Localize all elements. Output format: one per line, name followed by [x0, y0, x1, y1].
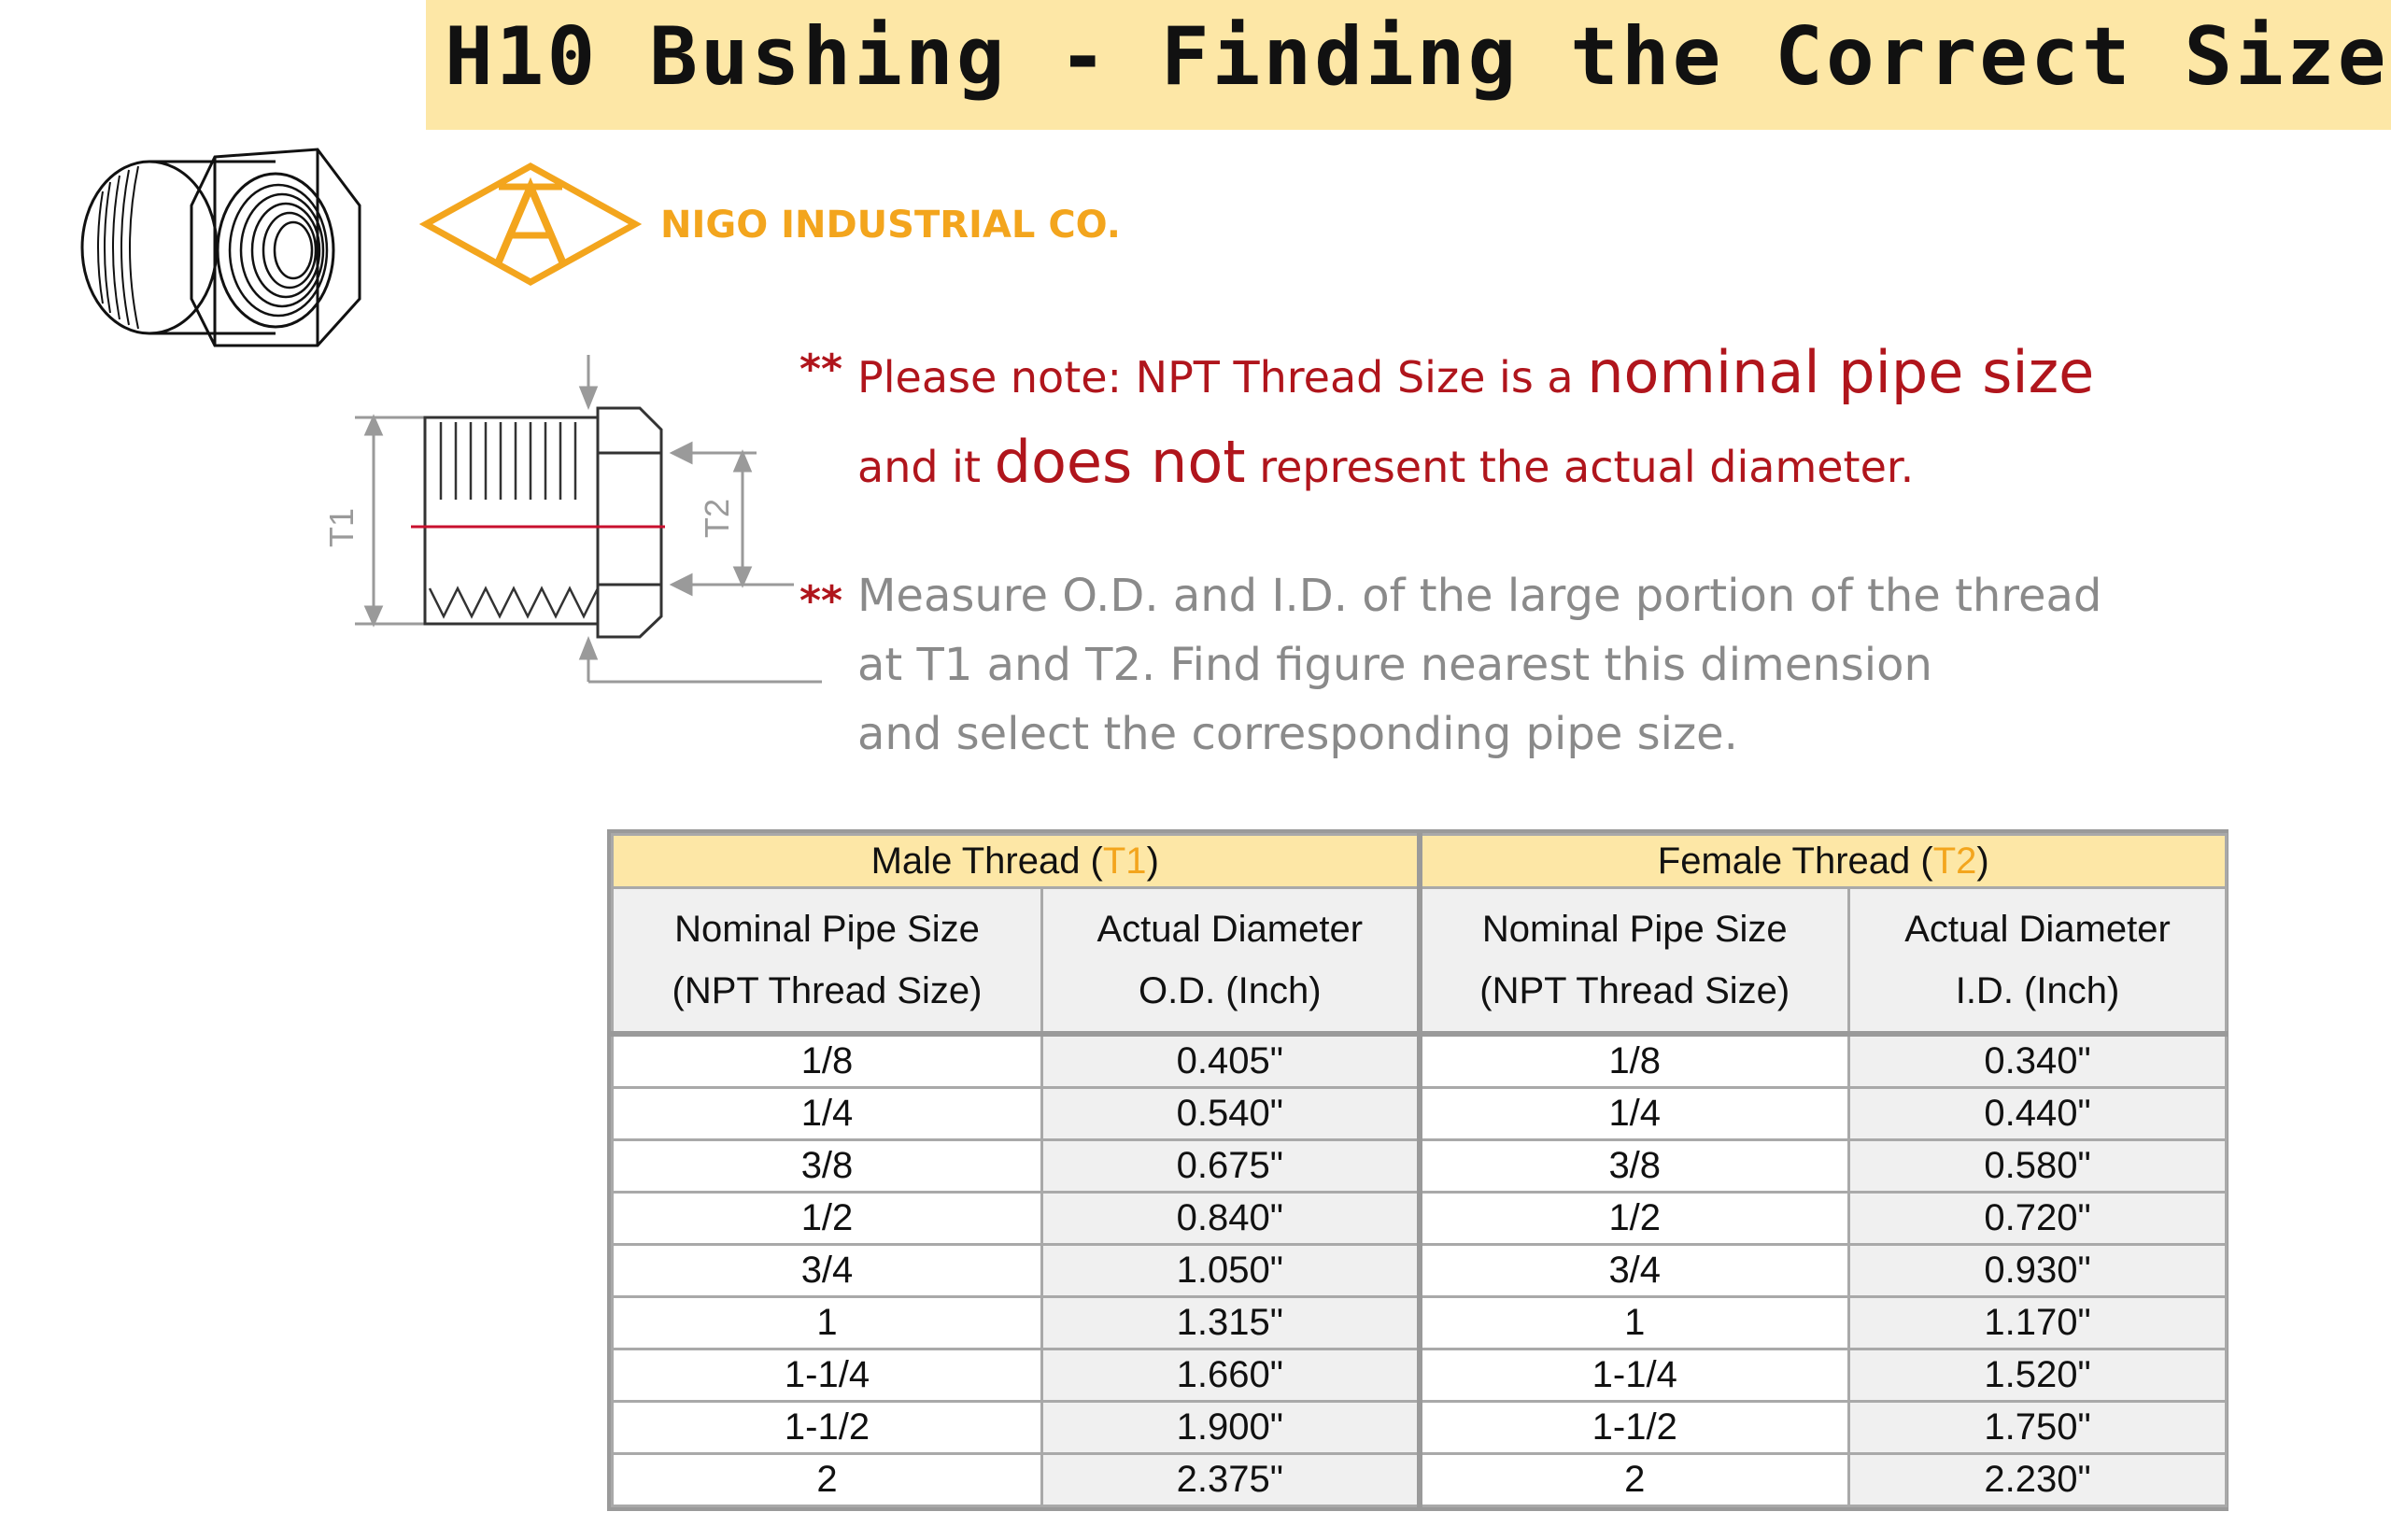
od-cell: 1.315" — [1042, 1297, 1420, 1349]
note1-text: and it — [857, 442, 995, 492]
male-thread-header: Male Thread (T1) — [613, 835, 1420, 888]
male-size-cell: 1/4 — [613, 1088, 1042, 1140]
dimension-diagram — [318, 346, 841, 700]
male-size-cell: 1-1/4 — [613, 1349, 1042, 1402]
page-title: H10 Bushing - Finding the Correct Size — [445, 10, 2389, 104]
company-logo — [418, 159, 643, 290]
id-cell: 1.170" — [1849, 1297, 2227, 1349]
female-size-cell: 1-1/4 — [1420, 1349, 1849, 1402]
size-table — [607, 829, 2228, 1511]
note1-line1 — [857, 338, 2094, 406]
female-size-cell: 1/4 — [1420, 1088, 1849, 1140]
female-size-cell: 1-1/2 — [1420, 1402, 1849, 1454]
od-cell: 2.375" — [1042, 1454, 1420, 1506]
note2-line3: and select the corresponding pipe size. — [857, 708, 1738, 760]
id-cell: 1.750" — [1849, 1402, 2227, 1454]
female-size-cell: 2 — [1420, 1454, 1849, 1506]
table-row — [613, 1245, 2227, 1297]
note1-emphasis: nominal pipe size — [1587, 338, 2095, 406]
female-nominal-header: Nominal Pipe Size (NPT Thread Size) — [1420, 888, 1849, 1035]
id-cell: 0.340" — [1849, 1034, 2227, 1088]
female-thread-header: Female Thread (T2) — [1420, 835, 2227, 888]
t2-label: T2 — [698, 498, 736, 539]
id-cell: 1.520" — [1849, 1349, 2227, 1402]
table-row — [613, 1297, 2227, 1349]
note1-text: Please note: NPT Thread Size is a — [857, 352, 1588, 403]
note2-line1: Measure O.D. and I.D. of the large portion of the thread — [857, 570, 2102, 622]
note2-line2: at T1 and T2. Find figure nearest this dimension — [857, 639, 1932, 691]
male-size-cell: 2 — [613, 1454, 1042, 1506]
id-cell: 0.580" — [1849, 1140, 2227, 1193]
t1-label: T1 — [322, 507, 361, 548]
company-name: NIGO INDUSTRIAL CO. — [660, 204, 1121, 247]
od-cell: 1.050" — [1042, 1245, 1420, 1297]
female-size-cell: 1 — [1420, 1297, 1849, 1349]
table-row — [613, 1193, 2227, 1245]
male-size-cell: 1/2 — [613, 1193, 1042, 1245]
id-cell: 0.930" — [1849, 1245, 2227, 1297]
table-row — [613, 1349, 2227, 1402]
od-cell: 0.675" — [1042, 1140, 1420, 1193]
od-cell: 1.900" — [1042, 1402, 1420, 1454]
female-size-cell: 3/4 — [1420, 1245, 1849, 1297]
female-size-cell: 1/2 — [1420, 1193, 1849, 1245]
title-banner — [426, 0, 2391, 130]
note-asterisks: ** — [799, 577, 843, 625]
od-cell: 0.405" — [1042, 1034, 1420, 1088]
note-asterisks: ** — [799, 346, 843, 393]
id-cell: 0.720" — [1849, 1193, 2227, 1245]
table-row — [613, 1088, 2227, 1140]
female-size-cell: 3/8 — [1420, 1140, 1849, 1193]
male-size-cell: 3/8 — [613, 1140, 1042, 1193]
note1-line2 — [857, 428, 1914, 496]
table-row — [613, 1454, 2227, 1506]
id-cell: 2.230" — [1849, 1454, 2227, 1506]
male-nominal-header: Nominal Pipe Size (NPT Thread Size) — [613, 888, 1042, 1035]
male-size-cell: 1/8 — [613, 1034, 1042, 1088]
od-cell: 0.840" — [1042, 1193, 1420, 1245]
od-cell: 1.660" — [1042, 1349, 1420, 1402]
id-cell: 0.440" — [1849, 1088, 2227, 1140]
od-cell: 0.540" — [1042, 1088, 1420, 1140]
male-size-cell: 3/4 — [613, 1245, 1042, 1297]
female-id-header: Actual Diameter I.D. (Inch) — [1849, 888, 2227, 1035]
table-row — [613, 1140, 2227, 1193]
male-od-header: Actual Diameter O.D. (Inch) — [1042, 888, 1420, 1035]
table-row — [613, 1402, 2227, 1454]
table-row — [613, 1034, 2227, 1088]
note1-text: represent the actual diameter. — [1245, 442, 1915, 492]
male-size-cell: 1 — [613, 1297, 1042, 1349]
note1-emphasis: does not — [994, 428, 1246, 496]
female-size-cell: 1/8 — [1420, 1034, 1849, 1088]
male-size-cell: 1-1/2 — [613, 1402, 1042, 1454]
